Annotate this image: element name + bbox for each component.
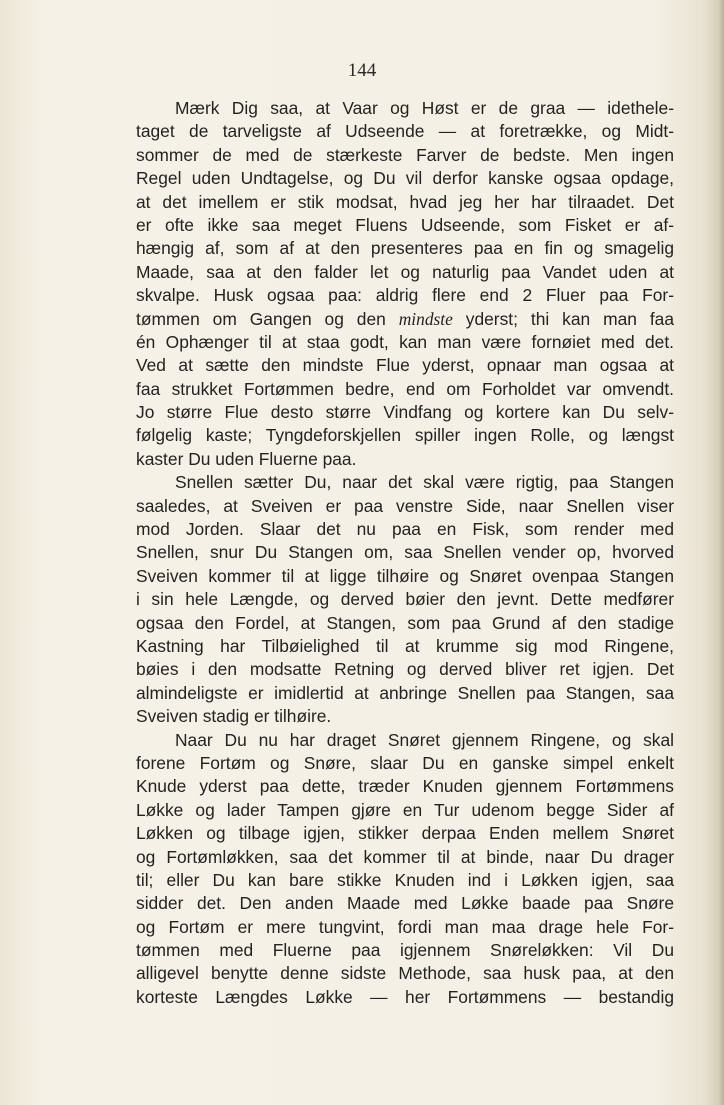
page-body-text [136,97,674,1009]
text-line: én Ophænger til at staa godt, kan man være fornøiet med det. [136,331,674,352]
text-line: og Fortømløkken, saa det kommer til at binde, naar Du drager [136,846,674,867]
text-line: faa strukket Fortømmen bedre, end om Forholdet var omvendt. [136,378,674,399]
text-line: til; eller Du kan bare stikke Knuden ind i Løkken igjen, saa [136,869,674,890]
text-line: forene Fortøm og Snøre, slaar Du en ganske simpel enkelt [136,752,674,773]
text-fragment: yderst; thi kan man faa [465,308,674,329]
text-line: taget de tarveligste af Udseende — at foretrække, og Midt- [136,121,674,142]
text-line: Snellen, snur Du Stangen om, saa Snellen vender op, hvorved [136,542,674,563]
text-line: mod Jorden. Slaar det nu paa en Fisk, som render med [136,519,674,540]
text-line-emphasis [136,308,674,331]
text-line: korteste Længdes Løkke — her Fortømmens — bestandig [136,986,674,1007]
text-line: bøies i den modsatte Retning og derved bliver ret igjen. Det [136,659,674,680]
text-line: kaster Du uden Fluerne paa. [136,448,357,469]
text-line: alligevel benytte denne sidste Methode, saa husk paa, at den [136,963,674,984]
text-line: følgelig kaste; Tyngdeforskjellen spiller ingen Rolle, og længst [136,425,674,446]
text-line: Maade, saa at den falder let og naturlig paa Vandet uden at [136,261,674,282]
text-line: i sin hele Længde, og derved bøier den jevnt. Dette medfører [136,589,674,610]
text-line: skvalpe. Husk ogsaa paa: aldrig flere end 2 Fluer paa For- [136,285,674,306]
text-line: Sveiven kommer til at ligge tilhøire og Snøret ovenpaa Stangen [136,565,674,586]
text-line: Naar Du nu har draget Snøret gjennem Ringene, og skal [175,729,674,750]
text-line: Regel uden Undtagelse, og Du vil derfor kanske ogsaa opdage, [136,168,674,189]
text-line: Ved at sætte den mindste Flue yderst, opnaar man ogsaa at [136,355,674,376]
text-line: sommer de med de stærkeste Farver de bedste. Men ingen [136,144,674,165]
text-line: Kastning har Tilbøielighed til at krumme sig mod Ringene, [136,635,674,656]
emphasized-word: mindste [398,308,453,329]
text-line: Mærk Dig saa, at Vaar og Høst er de graa — idethele- [175,98,674,118]
text-line: hængig af, som af at den presenteres paa en fin og smagelig [136,238,674,259]
page-number: 144 [347,60,377,81]
text-line: tømmen med Fluerne paa igjennem Snøreløkken: Vil Du [136,940,674,961]
text-line: Løkke og lader Tampen gjøre en Tur udenom begge Sider af [136,799,674,820]
text-line: Snellen sætter Du, naar det skal være rigtig, paa Stangen [175,472,674,493]
text-line: Jo større Flue desto større Vindfang og kortere kan Du selv- [136,402,674,423]
text-line: Sveiven stadig er tilhøire. [136,706,332,727]
text-line: Løkken og tilbage igjen, stikker derpaa Enden mellem Snøret [136,823,674,844]
text-line: Knude yderst paa dette, træder Knuden gjennem Fortømmens [136,776,674,797]
page-edge-shadow [718,0,724,1105]
text-line: ogsaa den Fordel, at Stangen, som paa Grund af den stadige [136,612,674,633]
text-fragment: tømmen om Gangen og den [136,308,386,329]
text-line: er ofte ikke saa meget Fluens Udseende, som Fisket er af- [136,214,674,235]
text-line: almindeligste er imidlertid at anbringe Snellen paa Stangen, saa [136,682,674,703]
text-line: sidder det. Den anden Maade med Løkke baade paa Snøre [136,893,674,914]
text-line: og Fortøm er mere tungvint, fordi man maa drage hele For- [136,916,674,937]
text-line: saaledes, at Sveiven er paa venstre Side, naar Snellen viser [136,495,674,516]
text-line: at det imellem er stik modsat, hvad jeg her har tilraadet. Det [136,191,674,212]
